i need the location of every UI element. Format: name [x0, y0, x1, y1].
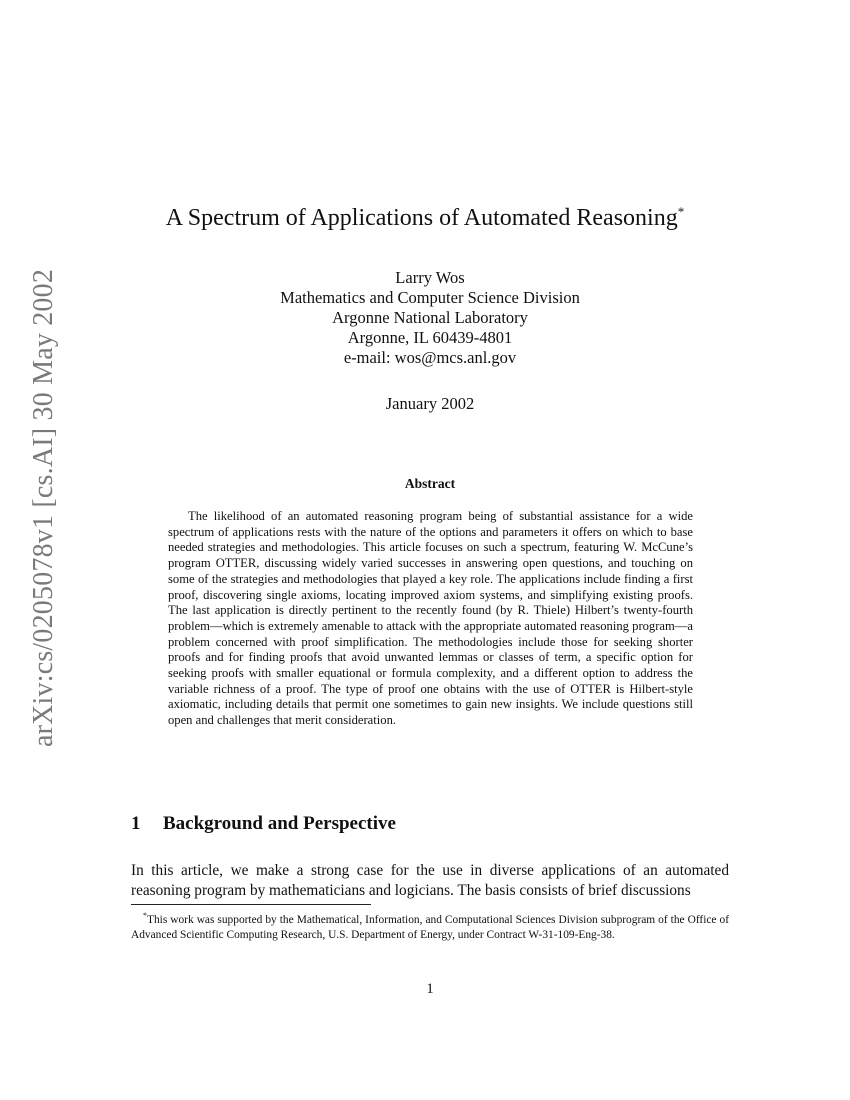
section-heading	[131, 813, 396, 835]
abstract-heading: Abstract	[404, 476, 456, 491]
author-division: Mathematics and Computer Science Division	[280, 288, 580, 307]
author-block	[0, 268, 850, 368]
author-name: Larry Wos	[395, 268, 465, 287]
footnote-mark: *	[143, 911, 147, 920]
author-lab: Argonne National Laboratory	[332, 308, 528, 327]
author-email: e-mail: wos@mcs.anl.gov	[343, 348, 517, 367]
section-body: In this article, we make a strong case for the use in diverse applications of an automated reasoning program by mathematicians and logicians. The basis consists of brief discussions	[131, 862, 729, 899]
abstract-body: The likelihood of an automated reasoning program being of substantial assistance for a wide spectrum of applications rests with the nature of the options and parameters it offers on which to base needed strategies and methodologies. This article focuses on such a spectrum, featuring W. McCune’s program OTTER, discussing widely varied successes in answering open questions, and touching on some of the strategies and methodologies that played a key role. The applications include finding a first proof, discovering single axioms, locating improved axiom systems, and simplifying existing proofs. The last application is directly pertinent to the recently found (by R. Thiele) Hilbert’s twenty-fourth problem—which is extremely amenable to attack with the appropriate automated reasoning program—a problem concerned with proof simplification. The methodologies include those for seeking shorter proofs and for finding proofs that avoid unwanted lemmas or classes of term, a specific option for seeking proofs with smaller equational or formula complexity, and a different option to address the variable richness of a proof. The type of proof one obtains with the use of OTTER is Hilbert-style axiomatic, including details that permit one sometimes to gain new insights. We include questions still open and challenges that merit consideration.	[168, 509, 693, 728]
footnote-text: This work was supported by the Mathematical, Information, and Computational Sciences Division subprogram of the Office of Advanced Scientific Computing Research, U.S. Department of Energy, under Contract W-31-109-Eng-38.	[131, 913, 729, 942]
title-footnote-mark: *	[677, 204, 685, 219]
paper-date: January 2002	[385, 394, 475, 413]
section-number: 1	[131, 813, 141, 834]
title-text: A Spectrum of Applications of Automated Reasoning	[165, 205, 678, 231]
arxiv-identifier: arXiv:cs/0205078v1 [cs.AI] 30 May 2002	[28, 268, 59, 748]
footnote	[131, 908, 729, 944]
page-number: 1	[426, 981, 434, 997]
paper-title	[0, 204, 850, 232]
section-title: Background and Perspective	[163, 813, 396, 834]
author-location: Argonne, IL 60439-4801	[347, 328, 513, 347]
footnote-rule	[131, 904, 371, 905]
